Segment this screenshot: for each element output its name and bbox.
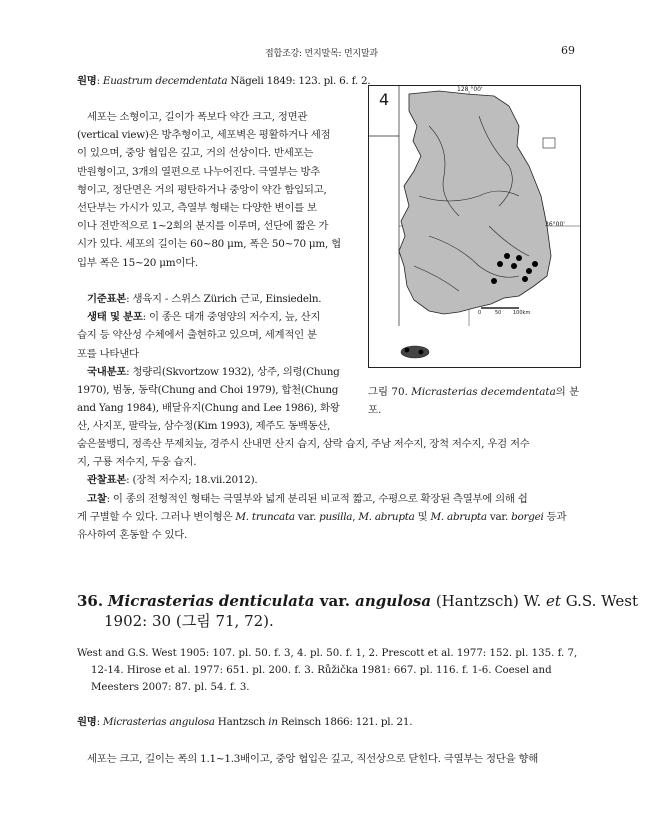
- type-line: [77, 290, 361, 308]
- running-title: 접합조강: 먼지말목: 먼지말과: [265, 49, 378, 59]
- page-number: 69: [561, 44, 575, 57]
- reference-line: pl. 54. f. 3.: [194, 682, 250, 693]
- desc-line: 시가 있다. 세포의 길이는 60~80 μm, 폭은 50~70 μm, 협: [77, 238, 341, 251]
- ecology-line: 포를 나타낸다: [77, 347, 139, 360]
- reference-line: Hirose et al. 1977: 651. pl. 200. f. 3. Růžička 1981: 667. pl. 116. f. 1-6. Coesel and Meesters 2007: 87.: [91, 665, 552, 693]
- type-ecology-block: [77, 290, 361, 436]
- scale-label-0: 0: [478, 310, 482, 316]
- map-quadrant-number: 4: [379, 90, 390, 109]
- type-label: 기준표본: [87, 293, 127, 305]
- desc-line: (vertical view)은 방추형이고, 세포벽은 평활하거나 세점: [77, 129, 331, 142]
- desc-line: 선단부는 가시가 있고, 측열부 형태는 다양한 변이를 보: [77, 202, 317, 215]
- map-longitude-label: 128 °00': [457, 86, 483, 93]
- distribution-line: 1970), 범동, 동락(Chung and Choi 1979), 합천(Chung: [77, 384, 339, 397]
- ecology-label: 생태 및 분포: [87, 311, 143, 324]
- synonym-name: Micrasterias angulosa: [102, 716, 215, 728]
- desc-line: 세포는 크고, 길이는 폭의 1.1~1.3배이고, 중앙 협입은 깊고, 직선상으로 닫힌다. 극열부는 정단을 향해: [87, 753, 538, 765]
- desc-line: 형이고, 정단면은 거의 평탄하거나 중앙이 약간 함입되고,: [77, 183, 327, 196]
- desc-line: 입부 폭은 15~20 μm이다.: [77, 256, 198, 269]
- species-heading: 36. Micrasterias denticulata var. angulosa (Hantzsch) W. et G.S. West 1902: 30 (그림 71, 72).: [77, 592, 638, 630]
- desc-line: 반원형이고, 3개의 열편으로 나누어진다. 극열부는 방추: [77, 165, 321, 178]
- distribution-continued: [77, 435, 582, 544]
- species-heading-line2: 1902: 30 (그림 71, 72).: [104, 612, 274, 630]
- scale-label-50: 50: [495, 310, 502, 316]
- species-number: 36.: [77, 592, 104, 610]
- references-block: [77, 645, 582, 696]
- scale-label-100: 100km: [513, 310, 531, 316]
- bottom-description: [87, 750, 587, 768]
- peninsula-shape: [399, 91, 551, 314]
- distribution-line: and Yang 1984), 배달유지(Chung and Lee 1986), 화왕: [77, 402, 340, 415]
- synonym-line: 원명: Euastrum decemdentata Nägeli 1849: 123. pl. 6. f. 2.: [77, 75, 371, 87]
- distribution-line: 지, 구룡 저수지, 두웅 습지.: [77, 456, 197, 469]
- synonym-ref: Nägeli 1849: 123. pl. 6. f. 2.: [227, 75, 371, 87]
- bottom-synonym-line: 원명: Micrasterias angulosa Hantzsch in Reinsch 1866: 121. pl. 21.: [77, 716, 413, 728]
- note-line: 게 구별할 수 있다. 그러나 변이형은 M. truncata var. pusilla, M. abrupta 및 M. abrupta var. borgei 등과: [77, 510, 567, 523]
- synonym-name: Euastrum decemdentata: [102, 75, 228, 87]
- desc-line: 이 있으며, 중앙 협입은 깊고, 거의 선상이다. 반세포는: [77, 147, 314, 160]
- figure-caption: 그림 70. Micrasterias decemdentata의 분 포.: [368, 386, 580, 416]
- description-paragraph: [77, 108, 361, 272]
- synonym-label: 원명: [77, 716, 97, 728]
- note-label: 고찰: [87, 492, 107, 505]
- specimen-line: 관찰표본: (장척 저수지; 18.vii.2012).: [87, 474, 258, 487]
- species-name: Micrasterias denticulata: [107, 592, 315, 610]
- type-text: : 생육지 - 스위스 Zürich 근교, Einsiedeln.: [126, 293, 322, 305]
- note-line: 고찰: 이 종의 전형적인 형태는 극열부와 넓게 분리된 비교적 짧고, 수평으로 확장된 측열부에 의해 쉽: [87, 492, 528, 505]
- distribution-line: 숨은물뱅디, 정족산 무제치늪, 경주시 산내면 산지 습지, 삼락 습지, 주남 저수지, 장척 저수지, 우검 저수: [77, 438, 530, 450]
- map-latitude-label: 36°00': [545, 221, 565, 228]
- note-line: 유사하여 혼동할 수 있다.: [77, 529, 188, 542]
- ecology-line: 생태 및 분포: 이 종은 대개 중영양의 저수지, 늪, 산지: [87, 311, 321, 324]
- variety-name: angulosa: [355, 592, 432, 610]
- distribution-map-figure: [368, 85, 581, 368]
- specimen-label: 관찰표본: [87, 474, 127, 487]
- distribution-line: 산, 사지포, 팔락늪, 삼수정(Kim 1993), 제주도 동백동산,: [77, 420, 331, 433]
- reference-line: West and G.S. West 1905: 107. pl. 50. f. 3, 4. pl. 50. f. 1, 2. Prescott et al. 1977: 152. pl. 135. f. 7, 12-14.: [77, 648, 578, 676]
- distribution-label: 국내분포: [87, 365, 127, 378]
- desc-line: 이나 전반적으로 1~2회의 분지를 이루며, 선단에 짧은 가: [77, 220, 329, 233]
- synonym-label: 원명: [77, 75, 97, 87]
- desc-line: 세포는 소형이고, 길이가 폭보다 약간 크고, 정면관: [87, 111, 308, 123]
- distribution-line: 국내분포: 청량리(Skvortzow 1932), 상주, 의령(Chung: [87, 365, 340, 378]
- ecology-line: 습지 등 약산성 수체에서 출현하고 있으며, 세계적인 분: [77, 329, 317, 342]
